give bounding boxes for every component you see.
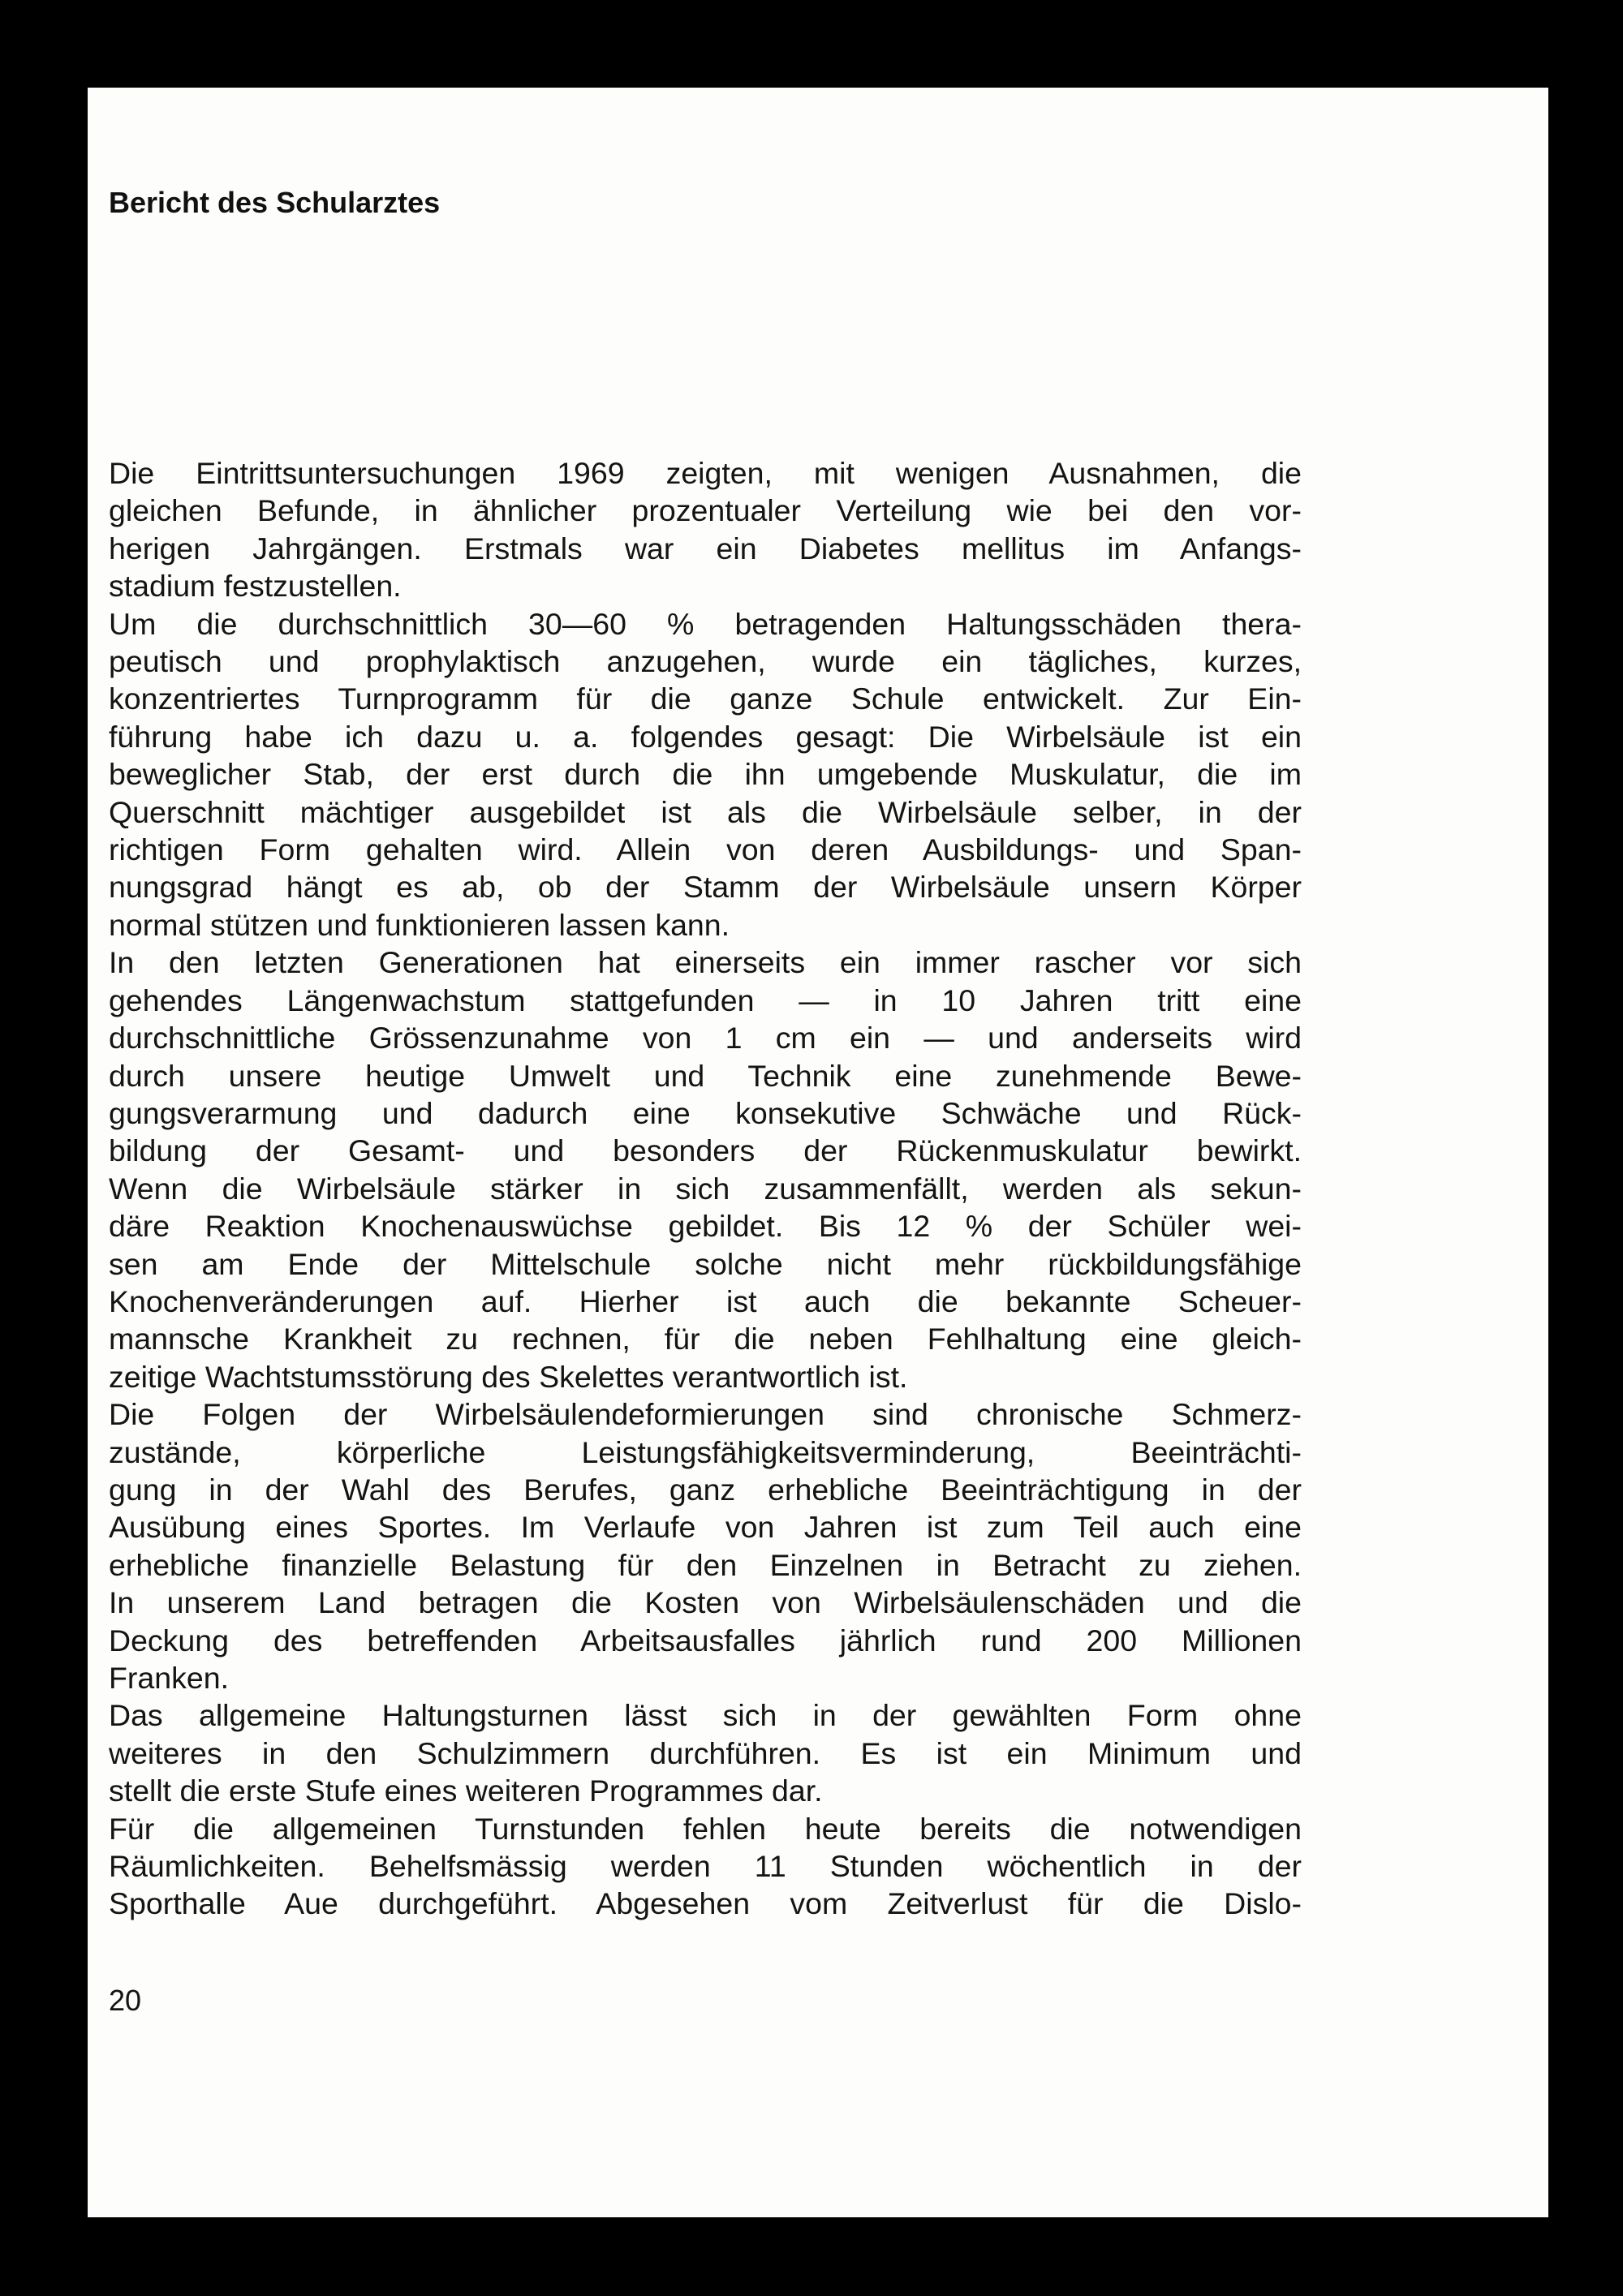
- text-line: peutisch und prophylaktisch anzugehen, wurde ein tägliches, kurzes,: [109, 644, 1302, 679]
- text-line: gung in der Wahl des Berufes, ganz erhebliche Beeinträchtigung in der: [109, 1472, 1302, 1507]
- text-line: zeitige Wachtstumsstörung des Skelettes verantwortlich ist.: [109, 1359, 908, 1394]
- text-line: richtigen Form gehalten wird. Allein von deren Ausbildungs- und Span-: [109, 832, 1302, 867]
- text-line: stellt die erste Stufe eines weiteren Programmes dar.: [109, 1774, 823, 1808]
- text-line: däre Reaktion Knochenauswüchse gebildet. Bis 12 % der Schüler wei-: [109, 1209, 1302, 1244]
- text-line: durchschnittliche Grössenzunahme von 1 cm ein — und anderseits wird: [109, 1021, 1302, 1056]
- text-line: mannsche Krankheit zu rechnen, für die neben Fehlhaltung eine gleich-: [109, 1322, 1302, 1357]
- text-line: führung habe ich dazu u. a. folgendes gesagt: Die Wirbelsäule ist ein: [109, 719, 1302, 754]
- text-line: sen am Ende der Mittelschule solche nicht mehr rückbildungsfähige: [109, 1246, 1302, 1281]
- text-line: normal stützen und funktionieren lassen kann.: [109, 907, 730, 942]
- text-line: Die Folgen der Wirbelsäulendeformierungen sind chronische Schmerz-: [109, 1397, 1302, 1432]
- paragraph: [109, 1395, 1302, 1696]
- text-line: Franken.: [109, 1661, 229, 1695]
- text-line: Die Eintrittsuntersuchungen 1969 zeigten, mit wenigen Ausnahmen, die: [109, 456, 1302, 490]
- text-line: Ausübung eines Sportes. Im Verlaufe von Jahren ist zum Teil auch eine: [109, 1510, 1302, 1545]
- report-body: [109, 454, 1302, 1923]
- text-line: Für die allgemeinen Turnstunden fehlen heute bereits die notwendigen: [109, 1811, 1302, 1846]
- text-line: gleichen Befunde, in ähnlicher prozentualer Verteilung wie bei den vor-: [109, 493, 1302, 528]
- text-line: In den letzten Generationen hat einerseits ein immer rascher vor sich: [109, 945, 1302, 980]
- text-line: Querschnitt mächtiger ausgebildet ist als die Wirbelsäule selber, in der: [109, 794, 1302, 829]
- text-line: In unserem Land betragen die Kosten von Wirbelsäulenschäden und die: [109, 1585, 1302, 1620]
- text-line: zustände, körperliche Leistungsfähigkeitsverminderung, Beeinträchti-: [109, 1434, 1302, 1469]
- paragraph: [109, 1810, 1302, 1923]
- text-line: Sporthalle Aue durchgeführt. Abgesehen vom Zeitverlust für die Dislo-: [109, 1886, 1302, 1921]
- text-line: beweglicher Stab, der erst durch die ihn umgebende Muskulatur, die im: [109, 757, 1302, 792]
- text-line: gungsverarmung und dadurch eine konsekutive Schwäche und Rück-: [109, 1095, 1302, 1130]
- paragraph: [109, 944, 1302, 1395]
- text-line: Wenn die Wirbelsäule stärker in sich zusammenfällt, werden als sekun-: [109, 1171, 1302, 1206]
- text-line: bildung der Gesamt- und besonders der Rückenmuskulatur bewirkt.: [109, 1133, 1302, 1168]
- text-line: nungsgrad hängt es ab, ob der Stamm der Wirbelsäule unsern Körper: [109, 870, 1302, 905]
- text-line: durch unsere heutige Umwelt und Technik eine zunehmende Bewe-: [109, 1058, 1302, 1093]
- page-title: Bericht des Schularztes: [109, 186, 441, 219]
- text-line: Knochenveränderungen auf. Hierher ist auch die bekannte Scheuer-: [109, 1283, 1302, 1318]
- text-line: weiteres in den Schulzimmern durchführen. Es ist ein Minimum und: [109, 1735, 1302, 1770]
- text-line: erhebliche finanzielle Belastung für den Einzelnen in Betracht zu ziehen.: [109, 1547, 1302, 1582]
- page-number: 20: [109, 1984, 142, 2017]
- text-line: Um die durchschnittlich 30—60 % betragenden Haltungsschäden thera-: [109, 606, 1302, 641]
- text-line: stadium festzustellen.: [109, 569, 402, 604]
- text-line: gehendes Längenwachstum stattgefunden — in 10 Jahren tritt eine: [109, 982, 1302, 1017]
- text-line: Räumlichkeiten. Behelfsmässig werden 11 Stunden wöchentlich in der: [109, 1849, 1302, 1884]
- paragraph: [109, 605, 1302, 944]
- paragraph: [109, 1696, 1302, 1809]
- text-line: Das allgemeine Haltungsturnen lässt sich in der gewählten Form ohne: [109, 1698, 1302, 1733]
- paragraph: [109, 454, 1302, 605]
- text-line: herigen Jahrgängen. Erstmals war ein Diabetes mellitus im Anfangs-: [109, 531, 1302, 565]
- text-line: konzentriertes Turnprogramm für die ganze Schule entwickelt. Zur Ein-: [109, 681, 1302, 716]
- text-line: Deckung des betreffenden Arbeitsausfalles jährlich rund 200 Millionen: [109, 1623, 1302, 1658]
